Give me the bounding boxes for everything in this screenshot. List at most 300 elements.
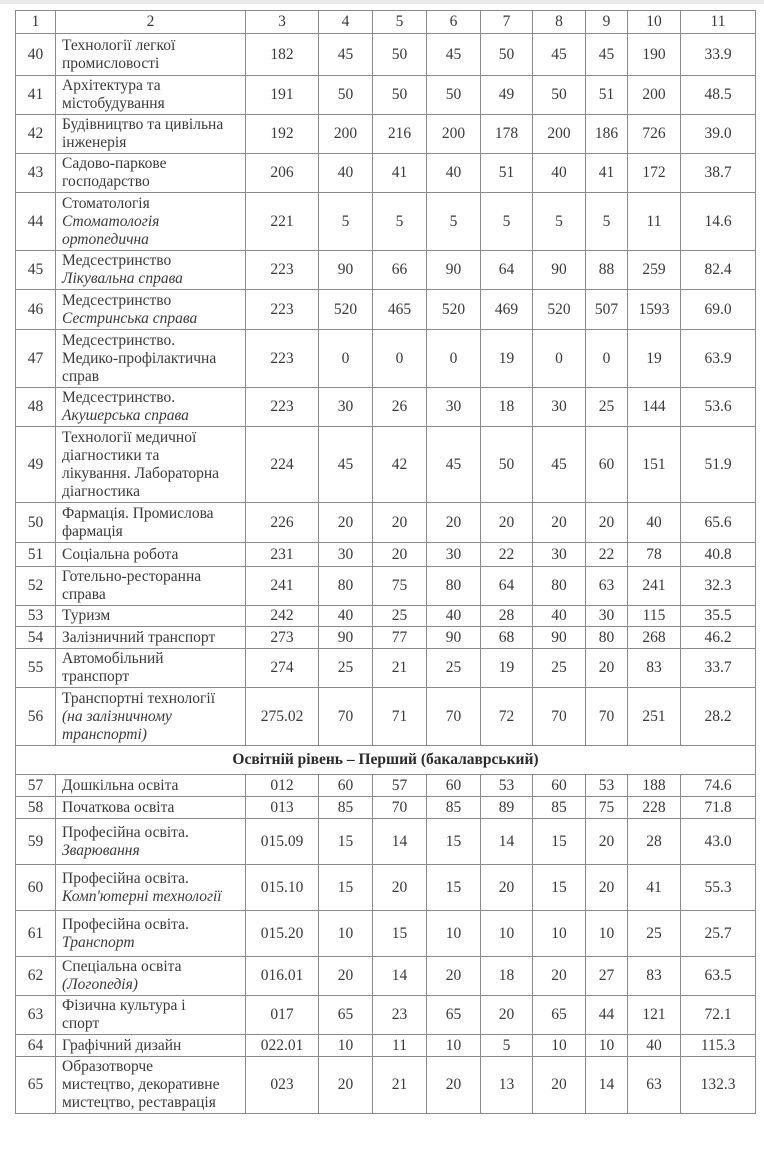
specialty-name-line: інженерія bbox=[62, 134, 127, 151]
value-cell-c4: 40 bbox=[319, 154, 373, 193]
value-cell-c7: 18 bbox=[481, 388, 533, 427]
row-number-cell: 62 bbox=[16, 957, 56, 996]
value-cell-c10: 83 bbox=[628, 957, 681, 996]
page-top-edge bbox=[0, 0, 764, 4]
value-cell-c8: 85 bbox=[533, 797, 586, 819]
value-cell-c9: 0 bbox=[586, 330, 628, 388]
value-cell-c8: 15 bbox=[533, 865, 586, 911]
value-cell-c11: 55.3 bbox=[681, 865, 756, 911]
value-cell-c4: 520 bbox=[319, 290, 373, 330]
row-number-cell: 54 bbox=[16, 627, 56, 649]
value-cell-c9: 80 bbox=[586, 627, 628, 649]
specialty-name-line: Графічний дизайн bbox=[62, 1036, 182, 1054]
specialty-name-cell bbox=[56, 34, 246, 76]
value-cell-c10: 268 bbox=[628, 627, 681, 649]
row-number-cell: 50 bbox=[16, 503, 56, 543]
value-cell-c7: 64 bbox=[481, 567, 533, 606]
row-number-cell: 42 bbox=[16, 115, 56, 154]
value-cell-c6: 40 bbox=[427, 154, 481, 193]
value-cell-c10: 78 bbox=[628, 543, 681, 567]
value-cell-c5: 77 bbox=[373, 627, 427, 649]
specialty-name-cell bbox=[56, 193, 246, 251]
table-row bbox=[16, 911, 756, 957]
value-cell-c7: 50 bbox=[481, 34, 533, 76]
table-row bbox=[16, 115, 756, 154]
value-cell-c5: 23 bbox=[373, 996, 427, 1035]
value-cell-c4: 20 bbox=[319, 1057, 373, 1114]
specialty-code-cell: 223 bbox=[246, 251, 319, 290]
value-cell-c4: 80 bbox=[319, 567, 373, 606]
value-cell-c8: 20 bbox=[533, 503, 586, 543]
value-cell-c6: 0 bbox=[427, 330, 481, 388]
specialty-name-line: Фармація. Промислова bbox=[62, 504, 214, 522]
value-cell-c8: 50 bbox=[533, 76, 586, 115]
specialty-name-line: Стоматологія bbox=[62, 194, 150, 212]
value-cell-c10: 19 bbox=[628, 330, 681, 388]
value-cell-c5: 66 bbox=[373, 251, 427, 290]
specialty-name-line: фармація bbox=[62, 522, 123, 540]
value-cell-c6: 70 bbox=[427, 688, 481, 746]
value-cell-c7: 50 bbox=[481, 427, 533, 503]
specialty-code-cell: 192 bbox=[246, 115, 319, 154]
value-cell-c9: 25 bbox=[586, 388, 628, 427]
value-cell-c10: 251 bbox=[628, 688, 681, 746]
specialty-name-line: транспорт bbox=[62, 668, 130, 685]
value-cell-c4: 5 bbox=[319, 193, 373, 251]
value-cell-c8: 30 bbox=[533, 388, 586, 427]
specialty-code-cell: 274 bbox=[246, 649, 319, 688]
value-cell-c8: 10 bbox=[533, 1035, 586, 1057]
row-number-cell: 40 bbox=[16, 34, 56, 76]
specialty-name-line: Транспортні технології bbox=[62, 689, 216, 707]
value-cell-c9: 53 bbox=[586, 775, 628, 797]
specialty-name-line: Сестринська справа bbox=[62, 309, 198, 327]
value-cell-c4: 60 bbox=[319, 775, 373, 797]
value-cell-c5: 14 bbox=[373, 819, 427, 865]
specialty-name-line: Садово-паркове bbox=[62, 155, 167, 172]
value-cell-c4: 20 bbox=[319, 957, 373, 996]
value-cell-c6: 90 bbox=[427, 627, 481, 649]
value-cell-c11: 33.9 bbox=[681, 34, 756, 76]
col-header: 7 bbox=[481, 11, 533, 34]
value-cell-c4: 0 bbox=[319, 330, 373, 388]
value-cell-c4: 25 bbox=[319, 649, 373, 688]
row-number-cell: 53 bbox=[16, 606, 56, 627]
specialty-name-line: господарство bbox=[62, 173, 150, 190]
value-cell-c7: 469 bbox=[481, 290, 533, 330]
col-header: 8 bbox=[533, 11, 586, 34]
admissions-table bbox=[15, 10, 756, 1114]
row-number-cell: 60 bbox=[16, 865, 56, 911]
specialty-name-line: транспорті) bbox=[62, 725, 147, 743]
specialty-name-cell bbox=[56, 957, 246, 996]
value-cell-c9: 44 bbox=[586, 996, 628, 1035]
row-number-cell: 46 bbox=[16, 290, 56, 330]
value-cell-c6: 40 bbox=[427, 606, 481, 627]
section-title: Освітній рівень – Перший (бакалаврський) bbox=[16, 746, 756, 775]
value-cell-c7: 20 bbox=[481, 503, 533, 543]
value-cell-c8: 0 bbox=[533, 330, 586, 388]
value-cell-c6: 520 bbox=[427, 290, 481, 330]
value-cell-c7: 10 bbox=[481, 911, 533, 957]
value-cell-c7: 49 bbox=[481, 76, 533, 115]
row-number-cell: 52 bbox=[16, 567, 56, 606]
value-cell-c7: 18 bbox=[481, 957, 533, 996]
value-cell-c10: 172 bbox=[628, 154, 681, 193]
value-cell-c5: 0 bbox=[373, 330, 427, 388]
value-cell-c10: 151 bbox=[628, 427, 681, 503]
value-cell-c9: 88 bbox=[586, 251, 628, 290]
value-cell-c9: 60 bbox=[586, 427, 628, 503]
row-number-cell: 65 bbox=[16, 1057, 56, 1114]
value-cell-c11: 53.6 bbox=[681, 388, 756, 427]
specialty-code-cell: 022.01 bbox=[246, 1035, 319, 1057]
col-header: 10 bbox=[628, 11, 681, 34]
specialty-name-cell bbox=[56, 567, 246, 606]
specialty-name-line: Медико-профілактична bbox=[62, 349, 217, 367]
value-cell-c6: 30 bbox=[427, 543, 481, 567]
specialty-code-cell: 241 bbox=[246, 567, 319, 606]
value-cell-c5: 25 bbox=[373, 606, 427, 627]
value-cell-c6: 30 bbox=[427, 388, 481, 427]
specialty-name-cell bbox=[56, 1035, 246, 1057]
specialty-code-cell: 224 bbox=[246, 427, 319, 503]
value-cell-c10: 259 bbox=[628, 251, 681, 290]
table-row bbox=[16, 1057, 756, 1114]
value-cell-c11: 63.9 bbox=[681, 330, 756, 388]
value-cell-c8: 20 bbox=[533, 957, 586, 996]
specialty-name-line: Зварювання bbox=[62, 841, 140, 859]
value-cell-c5: 41 bbox=[373, 154, 427, 193]
value-cell-c9: 22 bbox=[586, 543, 628, 567]
value-cell-c11: 38.7 bbox=[681, 154, 756, 193]
table-row bbox=[16, 775, 756, 797]
specialty-code-cell: 013 bbox=[246, 797, 319, 819]
value-cell-c11: 132.3 bbox=[681, 1057, 756, 1114]
specialty-name-cell bbox=[56, 1057, 246, 1114]
value-cell-c7: 13 bbox=[481, 1057, 533, 1114]
value-cell-c6: 10 bbox=[427, 1035, 481, 1057]
value-cell-c4: 85 bbox=[319, 797, 373, 819]
value-cell-c8: 10 bbox=[533, 911, 586, 957]
specialty-name-line: Технології легкої bbox=[62, 36, 176, 54]
value-cell-c11: 72.1 bbox=[681, 996, 756, 1035]
value-cell-c4: 200 bbox=[319, 115, 373, 154]
value-cell-c6: 65 bbox=[427, 996, 481, 1035]
specialty-name-line: Готельно-ресторанна bbox=[62, 568, 202, 585]
specialty-name-line: справа bbox=[62, 586, 106, 603]
value-cell-c6: 15 bbox=[427, 865, 481, 911]
value-cell-c5: 21 bbox=[373, 1057, 427, 1114]
value-cell-c5: 20 bbox=[373, 503, 427, 543]
specialty-name-cell bbox=[56, 865, 246, 911]
specialty-name-cell bbox=[56, 996, 246, 1035]
table-row bbox=[16, 154, 756, 193]
value-cell-c10: 25 bbox=[628, 911, 681, 957]
value-cell-c11: 65.6 bbox=[681, 503, 756, 543]
specialty-name-line: мистецтво, декоративне bbox=[62, 1076, 220, 1093]
value-cell-c4: 45 bbox=[319, 34, 373, 76]
specialty-name-cell bbox=[56, 115, 246, 154]
value-cell-c8: 5 bbox=[533, 193, 586, 251]
specialty-name-line: Акушерська справа bbox=[62, 407, 189, 424]
value-cell-c10: 188 bbox=[628, 775, 681, 797]
specialty-code-cell: 223 bbox=[246, 290, 319, 330]
specialty-code-cell: 226 bbox=[246, 503, 319, 543]
value-cell-c4: 30 bbox=[319, 388, 373, 427]
specialty-name-line: Будівництво та цивільна bbox=[62, 116, 224, 133]
row-number-cell: 47 bbox=[16, 330, 56, 388]
value-cell-c6: 60 bbox=[427, 775, 481, 797]
value-cell-c4: 45 bbox=[319, 427, 373, 503]
value-cell-c4: 20 bbox=[319, 503, 373, 543]
value-cell-c9: 70 bbox=[586, 688, 628, 746]
value-cell-c9: 45 bbox=[586, 34, 628, 76]
value-cell-c11: 51.9 bbox=[681, 427, 756, 503]
value-cell-c11: 39.0 bbox=[681, 115, 756, 154]
value-cell-c7: 178 bbox=[481, 115, 533, 154]
value-cell-c10: 726 bbox=[628, 115, 681, 154]
value-cell-c4: 30 bbox=[319, 543, 373, 567]
specialty-name-line: Автомобільний bbox=[62, 650, 164, 667]
specialty-name-cell bbox=[56, 797, 246, 819]
specialty-name-line: Лікувальна справа bbox=[62, 270, 183, 287]
specialty-code-cell: 223 bbox=[246, 388, 319, 427]
value-cell-c6: 45 bbox=[427, 34, 481, 76]
specialty-name-line: Медсестринство. bbox=[62, 389, 176, 406]
value-cell-c9: 27 bbox=[586, 957, 628, 996]
value-cell-c7: 53 bbox=[481, 775, 533, 797]
specialty-code-cell: 015.20 bbox=[246, 911, 319, 957]
value-cell-c5: 50 bbox=[373, 34, 427, 76]
table-row bbox=[16, 797, 756, 819]
value-cell-c4: 10 bbox=[319, 911, 373, 957]
row-number-cell: 56 bbox=[16, 688, 56, 746]
table-row bbox=[16, 865, 756, 911]
specialty-code-cell: 016.01 bbox=[246, 957, 319, 996]
value-cell-c7: 22 bbox=[481, 543, 533, 567]
value-cell-c7: 64 bbox=[481, 251, 533, 290]
specialty-code-cell: 223 bbox=[246, 330, 319, 388]
value-cell-c8: 40 bbox=[533, 606, 586, 627]
col-header: 1 bbox=[16, 11, 56, 34]
specialty-code-cell: 015.10 bbox=[246, 865, 319, 911]
value-cell-c8: 45 bbox=[533, 427, 586, 503]
specialty-name-cell bbox=[56, 775, 246, 797]
value-cell-c10: 41 bbox=[628, 865, 681, 911]
table-row bbox=[16, 388, 756, 427]
value-cell-c7: 28 bbox=[481, 606, 533, 627]
specialty-name-line: Професійна освіта. bbox=[62, 823, 189, 841]
value-cell-c9: 10 bbox=[586, 1035, 628, 1057]
specialty-name-line: Образотворче bbox=[62, 1058, 154, 1075]
table-row bbox=[16, 503, 756, 543]
row-number-cell: 43 bbox=[16, 154, 56, 193]
row-number-cell: 63 bbox=[16, 996, 56, 1035]
value-cell-c8: 45 bbox=[533, 34, 586, 76]
value-cell-c10: 190 bbox=[628, 34, 681, 76]
table-row bbox=[16, 251, 756, 290]
specialty-name-cell bbox=[56, 649, 246, 688]
specialty-code-cell: 221 bbox=[246, 193, 319, 251]
value-cell-c6: 25 bbox=[427, 649, 481, 688]
value-cell-c9: 75 bbox=[586, 797, 628, 819]
value-cell-c9: 51 bbox=[586, 76, 628, 115]
value-cell-c7: 5 bbox=[481, 1035, 533, 1057]
value-cell-c4: 15 bbox=[319, 819, 373, 865]
specialty-code-cell: 012 bbox=[246, 775, 319, 797]
row-number-cell: 44 bbox=[16, 193, 56, 251]
value-cell-c8: 70 bbox=[533, 688, 586, 746]
value-cell-c10: 144 bbox=[628, 388, 681, 427]
specialty-name-line: спорт bbox=[62, 1015, 100, 1032]
specialty-code-cell: 206 bbox=[246, 154, 319, 193]
specialty-name-line: Медсестринство bbox=[62, 252, 172, 269]
value-cell-c7: 51 bbox=[481, 154, 533, 193]
value-cell-c10: 63 bbox=[628, 1057, 681, 1114]
value-cell-c11: 115.3 bbox=[681, 1035, 756, 1057]
value-cell-c5: 5 bbox=[373, 193, 427, 251]
specialty-code-cell: 017 bbox=[246, 996, 319, 1035]
value-cell-c4: 15 bbox=[319, 865, 373, 911]
specialty-name-line: Соціальна робота bbox=[62, 545, 179, 563]
value-cell-c8: 20 bbox=[533, 1057, 586, 1114]
value-cell-c10: 241 bbox=[628, 567, 681, 606]
table-row bbox=[16, 606, 756, 627]
value-cell-c10: 40 bbox=[628, 503, 681, 543]
value-cell-c9: 20 bbox=[586, 819, 628, 865]
value-cell-c8: 30 bbox=[533, 543, 586, 567]
value-cell-c6: 10 bbox=[427, 911, 481, 957]
value-cell-c7: 20 bbox=[481, 996, 533, 1035]
specialty-code-cell: 182 bbox=[246, 34, 319, 76]
specialty-name-line: промисловості bbox=[62, 54, 160, 72]
table-row bbox=[16, 649, 756, 688]
value-cell-c7: 20 bbox=[481, 865, 533, 911]
row-number-cell: 59 bbox=[16, 819, 56, 865]
value-cell-c5: 70 bbox=[373, 797, 427, 819]
col-header: 5 bbox=[373, 11, 427, 34]
value-cell-c10: 11 bbox=[628, 193, 681, 251]
specialty-name-line: містобудування bbox=[62, 95, 165, 112]
value-cell-c5: 11 bbox=[373, 1035, 427, 1057]
value-cell-c11: 63.5 bbox=[681, 957, 756, 996]
value-cell-c6: 15 bbox=[427, 819, 481, 865]
value-cell-c6: 20 bbox=[427, 1057, 481, 1114]
value-cell-c7: 14 bbox=[481, 819, 533, 865]
row-number-cell: 64 bbox=[16, 1035, 56, 1057]
specialty-code-cell: 023 bbox=[246, 1057, 319, 1114]
value-cell-c8: 80 bbox=[533, 567, 586, 606]
specialty-name-cell bbox=[56, 427, 246, 503]
value-cell-c6: 5 bbox=[427, 193, 481, 251]
table-row bbox=[16, 193, 756, 251]
value-cell-c4: 10 bbox=[319, 1035, 373, 1057]
value-cell-c9: 41 bbox=[586, 154, 628, 193]
specialty-code-cell: 273 bbox=[246, 627, 319, 649]
value-cell-c5: 71 bbox=[373, 688, 427, 746]
table-row bbox=[16, 996, 756, 1035]
value-cell-c11: 46.2 bbox=[681, 627, 756, 649]
value-cell-c11: 74.6 bbox=[681, 775, 756, 797]
value-cell-c4: 90 bbox=[319, 251, 373, 290]
specialty-name-line: Залізничний транспорт bbox=[62, 628, 216, 646]
value-cell-c8: 60 bbox=[533, 775, 586, 797]
value-cell-c5: 465 bbox=[373, 290, 427, 330]
value-cell-c10: 121 bbox=[628, 996, 681, 1035]
table-row bbox=[16, 957, 756, 996]
specialty-name-line: Початкова освіта bbox=[62, 798, 175, 816]
specialty-name-line: діагностики та bbox=[62, 446, 160, 464]
value-cell-c11: 43.0 bbox=[681, 819, 756, 865]
value-cell-c6: 50 bbox=[427, 76, 481, 115]
specialty-name-line: (на залізничному bbox=[62, 707, 172, 725]
specialty-name-line: Фізична культура і bbox=[62, 997, 186, 1014]
specialty-code-cell: 231 bbox=[246, 543, 319, 567]
col-header: 2 bbox=[56, 11, 246, 34]
value-cell-c8: 65 bbox=[533, 996, 586, 1035]
value-cell-c4: 70 bbox=[319, 688, 373, 746]
value-cell-c5: 216 bbox=[373, 115, 427, 154]
value-cell-c7: 72 bbox=[481, 688, 533, 746]
value-cell-c5: 21 bbox=[373, 649, 427, 688]
specialty-code-cell: 275.02 bbox=[246, 688, 319, 746]
row-number-cell: 49 bbox=[16, 427, 56, 503]
row-number-cell: 61 bbox=[16, 911, 56, 957]
value-cell-c10: 228 bbox=[628, 797, 681, 819]
value-cell-c8: 520 bbox=[533, 290, 586, 330]
value-cell-c9: 5 bbox=[586, 193, 628, 251]
value-cell-c5: 42 bbox=[373, 427, 427, 503]
value-cell-c8: 90 bbox=[533, 251, 586, 290]
specialty-name-cell bbox=[56, 819, 246, 865]
value-cell-c4: 90 bbox=[319, 627, 373, 649]
col-header: 3 bbox=[246, 11, 319, 34]
value-cell-c8: 40 bbox=[533, 154, 586, 193]
value-cell-c9: 14 bbox=[586, 1057, 628, 1114]
row-number-cell: 58 bbox=[16, 797, 56, 819]
table-row bbox=[16, 543, 756, 567]
value-cell-c11: 25.7 bbox=[681, 911, 756, 957]
value-cell-c11: 40.8 bbox=[681, 543, 756, 567]
specialty-code-cell: 242 bbox=[246, 606, 319, 627]
row-number-cell: 57 bbox=[16, 775, 56, 797]
specialty-name-line: Комп'ютерні технології bbox=[62, 887, 222, 905]
row-number-cell: 45 bbox=[16, 251, 56, 290]
value-cell-c9: 186 bbox=[586, 115, 628, 154]
specialty-name-cell bbox=[56, 251, 246, 290]
value-cell-c5: 26 bbox=[373, 388, 427, 427]
specialty-name-cell bbox=[56, 543, 246, 567]
row-number-cell: 51 bbox=[16, 543, 56, 567]
value-cell-c10: 200 bbox=[628, 76, 681, 115]
row-number-cell: 41 bbox=[16, 76, 56, 115]
specialty-code-cell: 191 bbox=[246, 76, 319, 115]
specialty-name-line: лікування. Лабораторна bbox=[62, 464, 220, 482]
value-cell-c6: 20 bbox=[427, 957, 481, 996]
value-cell-c5: 50 bbox=[373, 76, 427, 115]
value-cell-c11: 69.0 bbox=[681, 290, 756, 330]
col-header: 11 bbox=[681, 11, 756, 34]
table-row bbox=[16, 1035, 756, 1057]
specialty-name-cell bbox=[56, 76, 246, 115]
value-cell-c11: 14.6 bbox=[681, 193, 756, 251]
value-cell-c8: 15 bbox=[533, 819, 586, 865]
value-cell-c5: 15 bbox=[373, 911, 427, 957]
specialty-name-cell bbox=[56, 388, 246, 427]
value-cell-c10: 28 bbox=[628, 819, 681, 865]
specialty-name-cell bbox=[56, 688, 246, 746]
